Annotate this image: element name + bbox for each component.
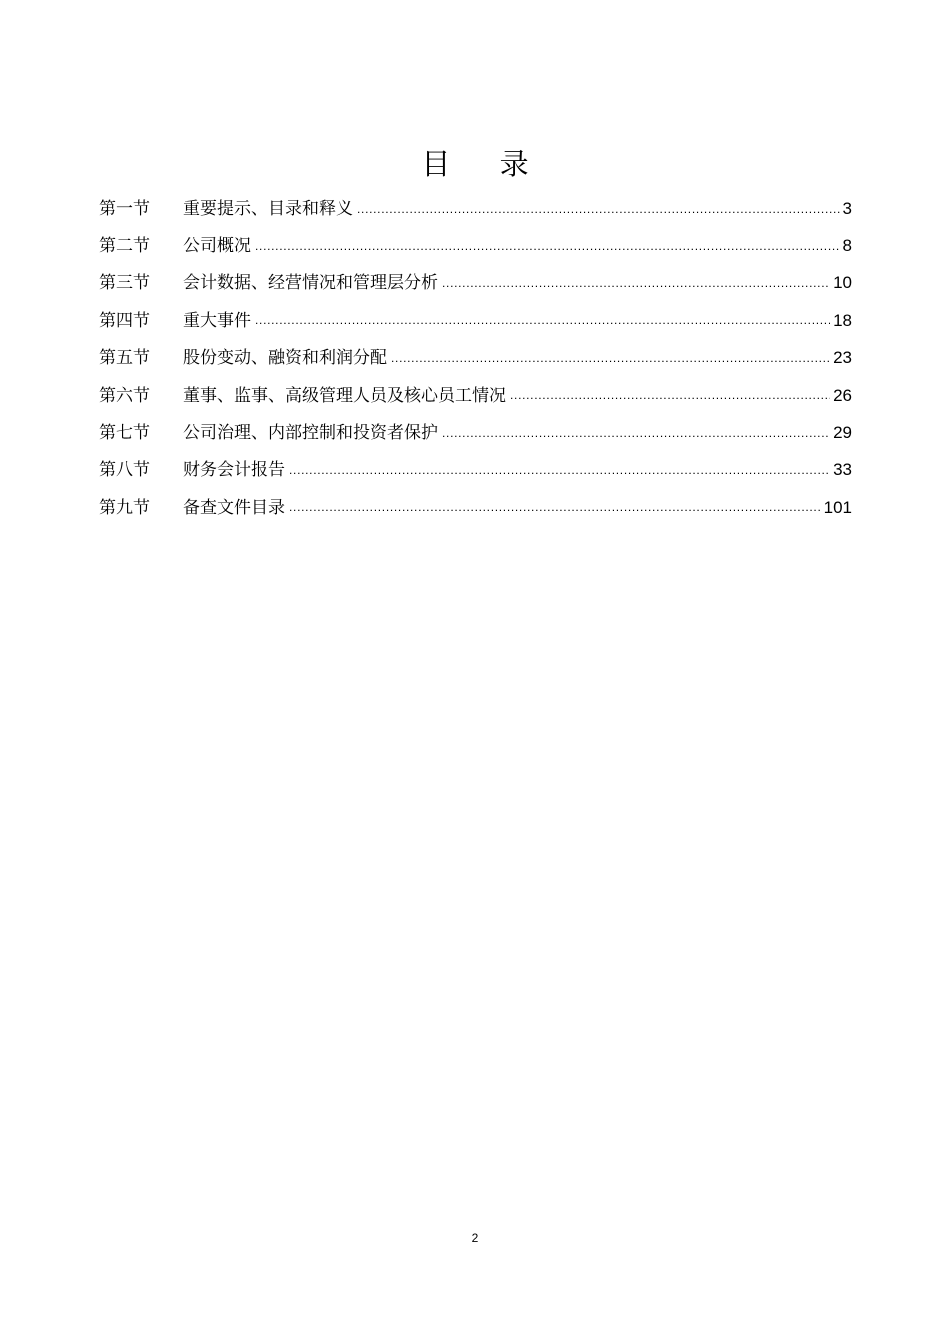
toc-section-title: 重要提示、目录和释义 <box>183 199 353 219</box>
toc-section-number: 第五节 <box>99 348 150 369</box>
toc-entry[interactable] <box>99 339 852 376</box>
toc-dot-leader <box>289 468 830 480</box>
toc-dot-leader <box>510 393 830 405</box>
toc-section-number: 第三节 <box>99 273 150 294</box>
toc-dot-leader <box>357 207 840 219</box>
toc-entry[interactable] <box>99 489 852 526</box>
toc-section-number: 第七节 <box>99 422 150 443</box>
page-title: 目 录 <box>421 147 549 181</box>
toc-section-title: 重大事件 <box>183 310 251 331</box>
toc-page-reference: 8 <box>842 236 852 255</box>
toc-dot-leader <box>255 318 830 330</box>
toc-entry[interactable] <box>99 302 852 339</box>
toc-dot-leader <box>442 431 830 443</box>
page-number: 2 <box>471 1231 479 1245</box>
toc-section-title: 财务会计报告 <box>183 460 285 481</box>
toc-page-reference: 101 <box>823 497 852 517</box>
toc-page-reference: 33 <box>833 460 852 480</box>
toc-dot-leader <box>289 505 821 517</box>
toc-section-title: 公司概况 <box>183 236 251 256</box>
toc-dot-leader <box>391 356 830 368</box>
toc-page-reference: 29 <box>833 422 852 442</box>
table-of-contents <box>99 190 852 526</box>
toc-page-reference: 3 <box>842 199 852 218</box>
toc-section-number: 第六节 <box>99 385 150 406</box>
toc-dot-leader <box>255 244 840 256</box>
toc-section-number: 第九节 <box>99 497 150 518</box>
toc-dot-leader <box>442 281 830 293</box>
toc-section-title: 备查文件目录 <box>183 497 285 518</box>
toc-entry[interactable] <box>99 377 852 414</box>
toc-section-number: 第四节 <box>99 310 150 331</box>
toc-entry[interactable] <box>99 414 852 451</box>
toc-entry[interactable] <box>99 451 852 488</box>
toc-entry[interactable] <box>99 227 852 264</box>
toc-section-number: 第二节 <box>99 236 150 256</box>
toc-section-number: 第八节 <box>99 460 150 481</box>
toc-page-reference: 10 <box>833 273 852 293</box>
toc-section-title: 股份变动、融资和利润分配 <box>183 348 387 369</box>
toc-entry[interactable] <box>99 264 852 301</box>
toc-section-title: 公司治理、内部控制和投资者保护 <box>183 422 438 443</box>
toc-section-title: 董事、监事、高级管理人员及核心员工情况 <box>183 385 506 406</box>
toc-section-number: 第一节 <box>99 199 150 219</box>
toc-entry[interactable] <box>99 190 852 227</box>
toc-page-reference: 23 <box>833 348 852 368</box>
toc-section-title: 会计数据、经营情况和管理层分析 <box>183 273 438 294</box>
toc-page-reference: 26 <box>833 385 852 405</box>
toc-page-reference: 18 <box>833 310 852 330</box>
